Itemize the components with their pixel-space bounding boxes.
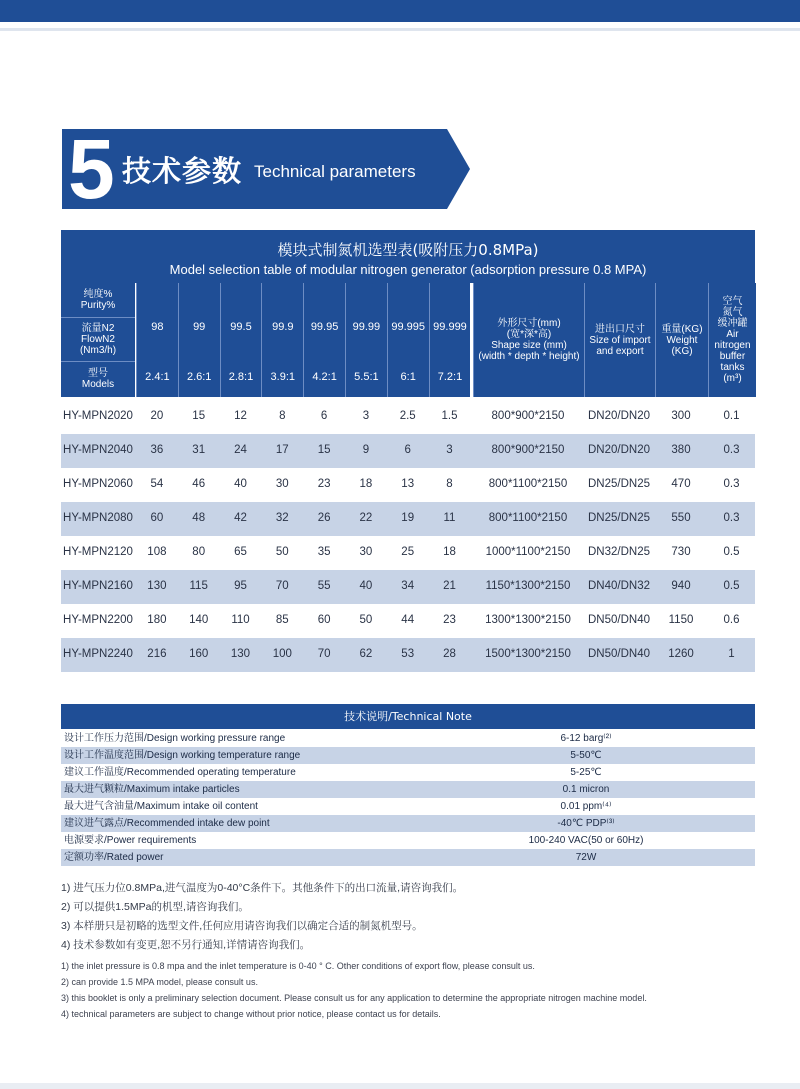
technical-note-title: 技术说明/Technical Note xyxy=(61,704,755,729)
flow-cell: 23 xyxy=(443,614,456,626)
flow-cell: 60 xyxy=(317,614,331,626)
model-label xyxy=(61,361,135,397)
flow-cell: 30 xyxy=(275,478,289,490)
flow-cell: 12 xyxy=(234,410,247,422)
bottom-divider xyxy=(0,1083,800,1089)
section-number: 5 xyxy=(68,122,115,216)
section-banner xyxy=(62,122,470,216)
table-row xyxy=(61,604,755,638)
flow-cell: 32 xyxy=(275,512,289,524)
port-cell: DN20/DN20 xyxy=(588,410,650,422)
note-label: 最大进气含油量/Maximum intake oil content xyxy=(64,801,258,812)
flow-cell: 62 xyxy=(359,648,373,660)
flow-label-en: FlowN2 xyxy=(81,333,115,345)
note-row xyxy=(61,798,755,816)
flow-label xyxy=(61,317,135,362)
purity-column-header xyxy=(136,283,178,397)
size-header-cn2: (宽*深*高) xyxy=(506,329,552,340)
note-label: 电源要求/Power requirements xyxy=(64,835,197,846)
note-row xyxy=(61,730,755,748)
model-label-en: Models xyxy=(81,379,115,390)
flow-cell: 3 xyxy=(446,444,453,456)
size-cell: 800*900*2150 xyxy=(491,444,565,456)
weight-cell: 470 xyxy=(671,478,691,490)
size-cell: 1500*1300*2150 xyxy=(485,648,571,660)
table-row xyxy=(61,502,755,536)
note-value: -40℃ PDP⁽³⁾ xyxy=(417,815,755,832)
size-column-header xyxy=(473,283,584,397)
model-cell: HY-MPN2160 xyxy=(63,580,133,592)
flow-cell: 3 xyxy=(362,410,370,422)
tank-cell: 1 xyxy=(728,648,735,660)
flow-cell: 19 xyxy=(401,512,415,524)
note-label: 建议工作温度/Recommended operating temperature xyxy=(64,767,296,778)
flow-cell: 21 xyxy=(443,580,456,592)
port-header-en2: and export xyxy=(596,345,644,357)
tank-cell: 0.3 xyxy=(723,478,740,490)
model-cell: HY-MPN2060 xyxy=(63,478,133,490)
flow-cell: 17 xyxy=(275,444,289,456)
flow-cell: 50 xyxy=(275,546,289,558)
flow-cell: 18 xyxy=(359,478,373,490)
tank-header-en2: nitrogen xyxy=(714,340,751,351)
flow-cell: 42 xyxy=(234,512,247,524)
flow-label-unit: (Nm3/h) xyxy=(79,344,117,356)
flow-cell: 130 xyxy=(147,580,167,592)
flow-cell: 8 xyxy=(446,478,453,490)
weight-header-en: Weight xyxy=(666,334,698,346)
purity-value: 99 xyxy=(193,321,206,333)
tank-cell: 0.1 xyxy=(723,410,740,422)
port-cell: DN25/DN25 xyxy=(588,478,650,490)
flow-cell: 18 xyxy=(443,546,456,558)
model-cell: HY-MPN2040 xyxy=(63,444,133,456)
port-header-en1: Size of import xyxy=(589,334,651,346)
tank-header-cn2: 氮气 xyxy=(722,307,743,318)
section-title-en: Technical parameters xyxy=(254,162,416,181)
port-cell: DN50/DN40 xyxy=(588,614,650,626)
purity-value: 99.5 xyxy=(230,321,252,333)
table-row xyxy=(61,570,755,604)
footnote-en: 3) this booklet is only a preliminary selection document. Please consult us for any application to determine the appropriate nitrogen machine model. xyxy=(61,993,647,1003)
table-title-cn: 模块式制氮机选型表(吸附压力0.8MPa) xyxy=(277,241,539,259)
weight-header-cn: 重量(KG) xyxy=(661,323,703,335)
port-cell: DN40/DN32 xyxy=(588,580,650,592)
flow-cell: 15 xyxy=(317,444,331,456)
note-row xyxy=(61,781,755,799)
flow-cell: 13 xyxy=(401,478,415,490)
top-divider xyxy=(0,28,800,31)
flow-cell: 46 xyxy=(192,478,206,490)
purity-value: 99.95 xyxy=(310,321,339,333)
size-cell: 800*900*2150 xyxy=(491,410,565,422)
size-cell: 800*1100*2150 xyxy=(488,512,568,524)
flow-cell: 80 xyxy=(192,546,206,558)
model-cell: HY-MPN2080 xyxy=(63,512,133,524)
flow-cell: 40 xyxy=(234,478,247,490)
weight-cell: 1260 xyxy=(668,648,694,660)
purity-value: 99.9 xyxy=(272,321,294,333)
size-cell: 800*1100*2150 xyxy=(488,478,568,490)
flow-cell: 26 xyxy=(317,512,331,524)
flow-cell: 55 xyxy=(317,580,331,592)
flow-cell: 11 xyxy=(443,512,456,524)
note-value: 6-12 barg⁽²⁾ xyxy=(417,730,755,747)
size-header-en2: (width * depth * height) xyxy=(478,351,580,362)
tank-header-cn1: 空气 xyxy=(722,296,743,307)
purity-column-header xyxy=(345,283,387,397)
tank-header-unit: (m³) xyxy=(723,373,742,384)
model-label-cn: 型号 xyxy=(88,368,108,379)
tank-column-header xyxy=(708,283,756,397)
note-value: 5-50℃ xyxy=(417,747,755,764)
note-label: 设计工作温度范围/Design working temperature range xyxy=(64,750,301,761)
note-value: 0.1 micron xyxy=(417,781,755,798)
purity-label xyxy=(61,283,135,318)
weight-cell: 1150 xyxy=(668,614,694,626)
flow-cell: 48 xyxy=(192,512,206,524)
note-label: 建议进气露点/Recommended intake dew point xyxy=(64,818,270,829)
flow-cell: 30 xyxy=(359,546,373,558)
ratio-value: 4.2:1 xyxy=(312,371,337,383)
port-cell: DN20/DN20 xyxy=(588,444,650,456)
tank-cell: 0.5 xyxy=(723,546,740,558)
table-row xyxy=(61,468,755,502)
weight-header-unit: (KG) xyxy=(671,345,693,357)
footnote-en: 4) technical parameters are subject to change without prior notice, please contact us for details. xyxy=(61,1009,441,1019)
purity-value: 99.99 xyxy=(352,321,381,333)
weight-cell: 550 xyxy=(671,512,691,524)
flow-cell: 25 xyxy=(401,546,415,558)
note-label: 最大进气颗粒/Maximum intake particles xyxy=(64,784,240,795)
table-row xyxy=(61,536,755,570)
flow-cell: 28 xyxy=(443,648,456,660)
size-cell: 1150*1300*2150 xyxy=(485,580,571,592)
footnote-cn: 3) 本样册只是初略的选型文件,任何应用请咨询我们以确定合适的制氮机型号。 xyxy=(61,920,423,932)
tank-header-cn3: 缓冲罐 xyxy=(717,318,748,329)
ratio-value: 2.6:1 xyxy=(186,371,212,383)
flow-cell: 70 xyxy=(275,580,289,592)
flow-cell: 130 xyxy=(230,648,251,660)
note-row xyxy=(61,747,755,765)
flow-cell: 216 xyxy=(147,648,167,660)
port-header-cn: 进出口尺寸 xyxy=(595,323,645,335)
flow-cell: 110 xyxy=(231,614,250,626)
note-row xyxy=(61,764,755,782)
flow-cell: 31 xyxy=(192,444,206,456)
purity-column-header xyxy=(387,283,429,397)
size-cell: 1000*1100*2150 xyxy=(485,546,571,558)
model-cell: HY-MPN2020 xyxy=(63,410,133,422)
section-title-cn: 技术参数 xyxy=(122,154,243,188)
port-cell: DN50/DN40 xyxy=(588,648,650,660)
flow-cell: 65 xyxy=(234,546,247,558)
flow-cell: 2.5 xyxy=(399,410,416,422)
footnote-cn: 1) 进气压力位0.8MPa,进气温度为0-40°C条件下。其他条件下的出口流量,请咨询我们。 xyxy=(61,882,464,894)
flow-cell: 180 xyxy=(147,614,167,626)
flow-cell: 15 xyxy=(192,410,206,422)
ratio-value: 3.9:1 xyxy=(270,371,296,383)
port-column-header xyxy=(584,283,655,397)
flow-cell: 6 xyxy=(404,444,411,456)
flow-cell: 6 xyxy=(320,410,328,422)
flow-cell: 85 xyxy=(275,614,289,626)
note-row xyxy=(61,832,755,850)
flow-cell: 22 xyxy=(359,512,373,524)
flow-cell: 100 xyxy=(272,648,292,660)
ratio-value: 2.4:1 xyxy=(145,371,170,383)
flow-cell: 54 xyxy=(150,478,164,490)
purity-column-header xyxy=(261,283,303,397)
flow-cell: 23 xyxy=(317,478,331,490)
tank-cell: 0.3 xyxy=(723,444,740,456)
table-title-bar xyxy=(61,230,755,283)
flow-cell: 50 xyxy=(359,614,373,626)
purity-column-header xyxy=(303,283,345,397)
tank-header-en4: tanks xyxy=(720,362,745,373)
size-header-en: Shape size (mm) xyxy=(491,340,567,351)
tank-cell: 0.3 xyxy=(723,512,740,524)
weight-cell: 380 xyxy=(671,444,691,456)
flow-cell: 140 xyxy=(189,614,209,626)
footnote-en: 2) can provide 1.5 MPA model, please consult us. xyxy=(61,977,258,987)
weight-column-header xyxy=(655,283,708,397)
flow-cell: 8 xyxy=(279,410,286,422)
flow-cell: 1.5 xyxy=(441,410,458,422)
flow-cell: 160 xyxy=(189,648,209,660)
note-row xyxy=(61,849,755,867)
ratio-value: 6:1 xyxy=(400,371,416,383)
note-label: 定额功率/Rated power xyxy=(64,852,164,863)
footnote-cn: 4) 技术参数如有变更,恕不另行通知,详情请咨询我们。 xyxy=(61,939,311,951)
tank-cell: 0.5 xyxy=(723,580,740,592)
purity-column-header xyxy=(178,283,220,397)
table-row xyxy=(61,400,755,434)
table-title-en: Model selection table of modular nitrogen generator (adsorption pressure 0.8 MPA) xyxy=(169,262,647,277)
weight-cell: 940 xyxy=(671,580,691,592)
weight-cell: 300 xyxy=(671,410,691,422)
tank-header-en1: Air xyxy=(726,329,739,340)
size-cell: 1300*1300*2150 xyxy=(485,614,571,626)
tank-header-en3: buffer xyxy=(719,351,746,362)
flow-cell: 44 xyxy=(401,614,415,626)
note-value: 5-25℃ xyxy=(417,764,755,781)
flow-cell: 60 xyxy=(150,512,164,524)
purity-label-cn: 纯度% xyxy=(83,289,113,300)
flow-cell: 108 xyxy=(147,546,167,558)
note-value: 72W xyxy=(417,849,755,866)
purity-value: 99.999 xyxy=(433,321,467,333)
note-value: 0.01 ppm⁽⁴⁾ xyxy=(417,798,755,815)
model-cell: HY-MPN2240 xyxy=(63,648,133,660)
note-value: 100-240 VAC(50 or 60Hz) xyxy=(417,832,755,849)
flow-cell: 115 xyxy=(189,580,208,592)
flow-cell: 9 xyxy=(362,444,370,456)
flow-cell: 95 xyxy=(234,580,247,592)
purity-value: 99.995 xyxy=(391,321,426,333)
flow-cell: 35 xyxy=(317,546,331,558)
ratio-value: 7.2:1 xyxy=(437,371,463,383)
table-row xyxy=(61,638,755,672)
flow-cell: 40 xyxy=(359,580,373,592)
flow-cell: 24 xyxy=(234,444,247,456)
footnote-en: 1) the inlet pressure is 0.8 mpa and the inlet temperature is 0-40 ° C. Other conditions of export flow, please consult us. xyxy=(61,961,535,971)
model-cell: HY-MPN2120 xyxy=(63,546,133,558)
note-row xyxy=(61,815,755,833)
flow-cell: 34 xyxy=(401,580,415,592)
flow-cell: 20 xyxy=(150,410,164,422)
flow-cell: 36 xyxy=(150,444,164,456)
purity-column-header xyxy=(220,283,262,397)
purity-label-en: Purity% xyxy=(80,300,116,311)
top-bar xyxy=(0,0,800,22)
footnote-cn: 2) 可以提供1.5MPa的机型,请咨询我们。 xyxy=(61,901,249,913)
table-row xyxy=(61,434,755,468)
flow-label-cn: 流量N2 xyxy=(81,322,115,334)
note-label: 设计工作压力范围/Design working pressure range xyxy=(64,733,286,744)
size-header-cn: 外形尺寸(mm) xyxy=(497,318,561,329)
port-cell: DN32/DN25 xyxy=(588,546,650,558)
purity-column-header xyxy=(429,283,471,397)
flow-cell: 70 xyxy=(317,648,331,660)
ratio-value: 2.8:1 xyxy=(228,371,254,383)
purity-value: 98 xyxy=(151,321,164,333)
tank-cell: 0.6 xyxy=(723,614,740,626)
port-cell: DN25/DN25 xyxy=(588,512,650,524)
row-label-header xyxy=(61,283,135,397)
flow-cell: 53 xyxy=(401,648,415,660)
ratio-value: 5.5:1 xyxy=(354,371,379,383)
model-cell: HY-MPN2200 xyxy=(63,614,133,626)
weight-cell: 730 xyxy=(671,546,691,558)
